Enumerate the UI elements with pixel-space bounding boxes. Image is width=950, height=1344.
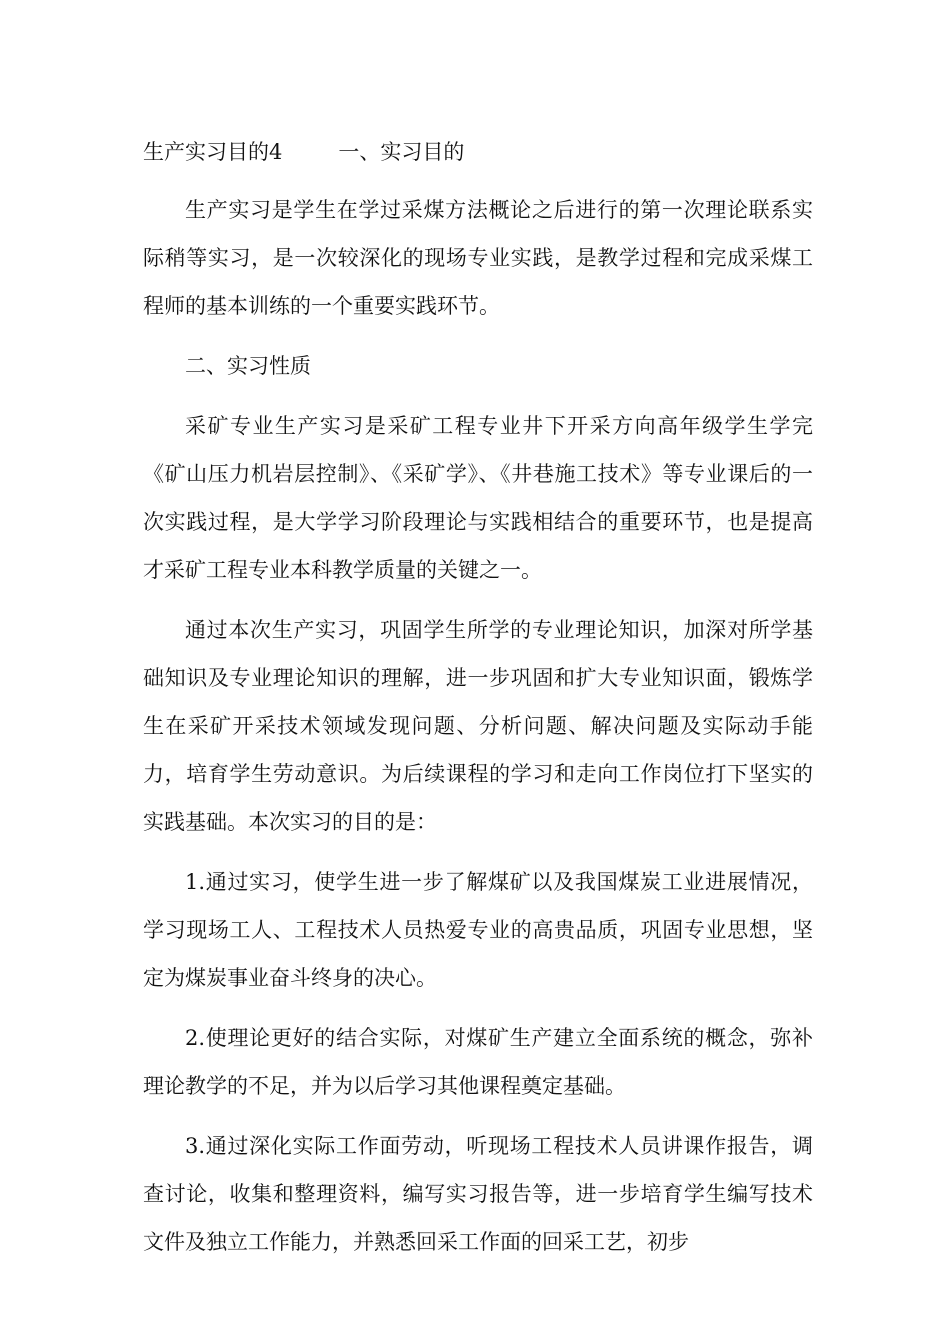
document-title: 生产实习目的4 [143,140,283,164]
section-heading-purpose: 一、实习目的 [338,140,465,164]
section-heading-nature: 二、实习性质 [185,354,311,378]
list-item-1: 1.通过实习，使学生进一步了解煤矿以及我国煤炭工业进展情况，学习现场工人、工程技术人员热爱专业的高贵品质，巩固专业思想，坚定为煤炭事业奋斗终身的决心。 [143,870,813,990]
paragraph-nature: 采矿专业生产实习是采矿工程专业井下开采方向高年级学生学完《矿山压力机岩层控制》、《采矿学》、《井巷施工技术》等专业课后的一次实践过程，是大学学习阶段理论与实践相结合的重要环节，也是提高才采矿工程专业本科教学质量的关键之一。 [143,414,813,582]
paragraph-purpose: 生产实习是学生在学过采煤方法概论之后进行的第一次理论联系实际稍等实习，是一次较深化的现场专业实践，是教学过程和完成采煤工程师的基本训练的一个重要实践环节。 [143,198,813,318]
document-body [143,128,813,1278]
paragraph-goals-intro: 通过本次生产实习，巩固学生所学的专业理论知识，加深对所学基础知识及专业理论知识的理解，进一步巩固和扩大专业知识面，锻炼学生在采矿开采技术领域发现问题、分析问题、解决问题及实际动手能力，培育学生劳动意识。为后续课程的学习和走向工作岗位打下坚实的实践基础。本次实习的目的是： [143,618,813,834]
list-item-3: 3.通过深化实际工作面劳动，听现场工程技术人员讲课作报告，调查讨论，收集和整理资料，编写实习报告等，进一步培育学生编写技术文件及独立工作能力，并熟悉回采工作面的回采工艺，初步 [143,1134,813,1254]
title-line [143,128,813,176]
list-item-2: 2.使理论更好的结合实际，对煤矿生产建立全面系统的概念，弥补理论教学的不足，并为以后学习其他课程奠定基础。 [143,1026,813,1098]
